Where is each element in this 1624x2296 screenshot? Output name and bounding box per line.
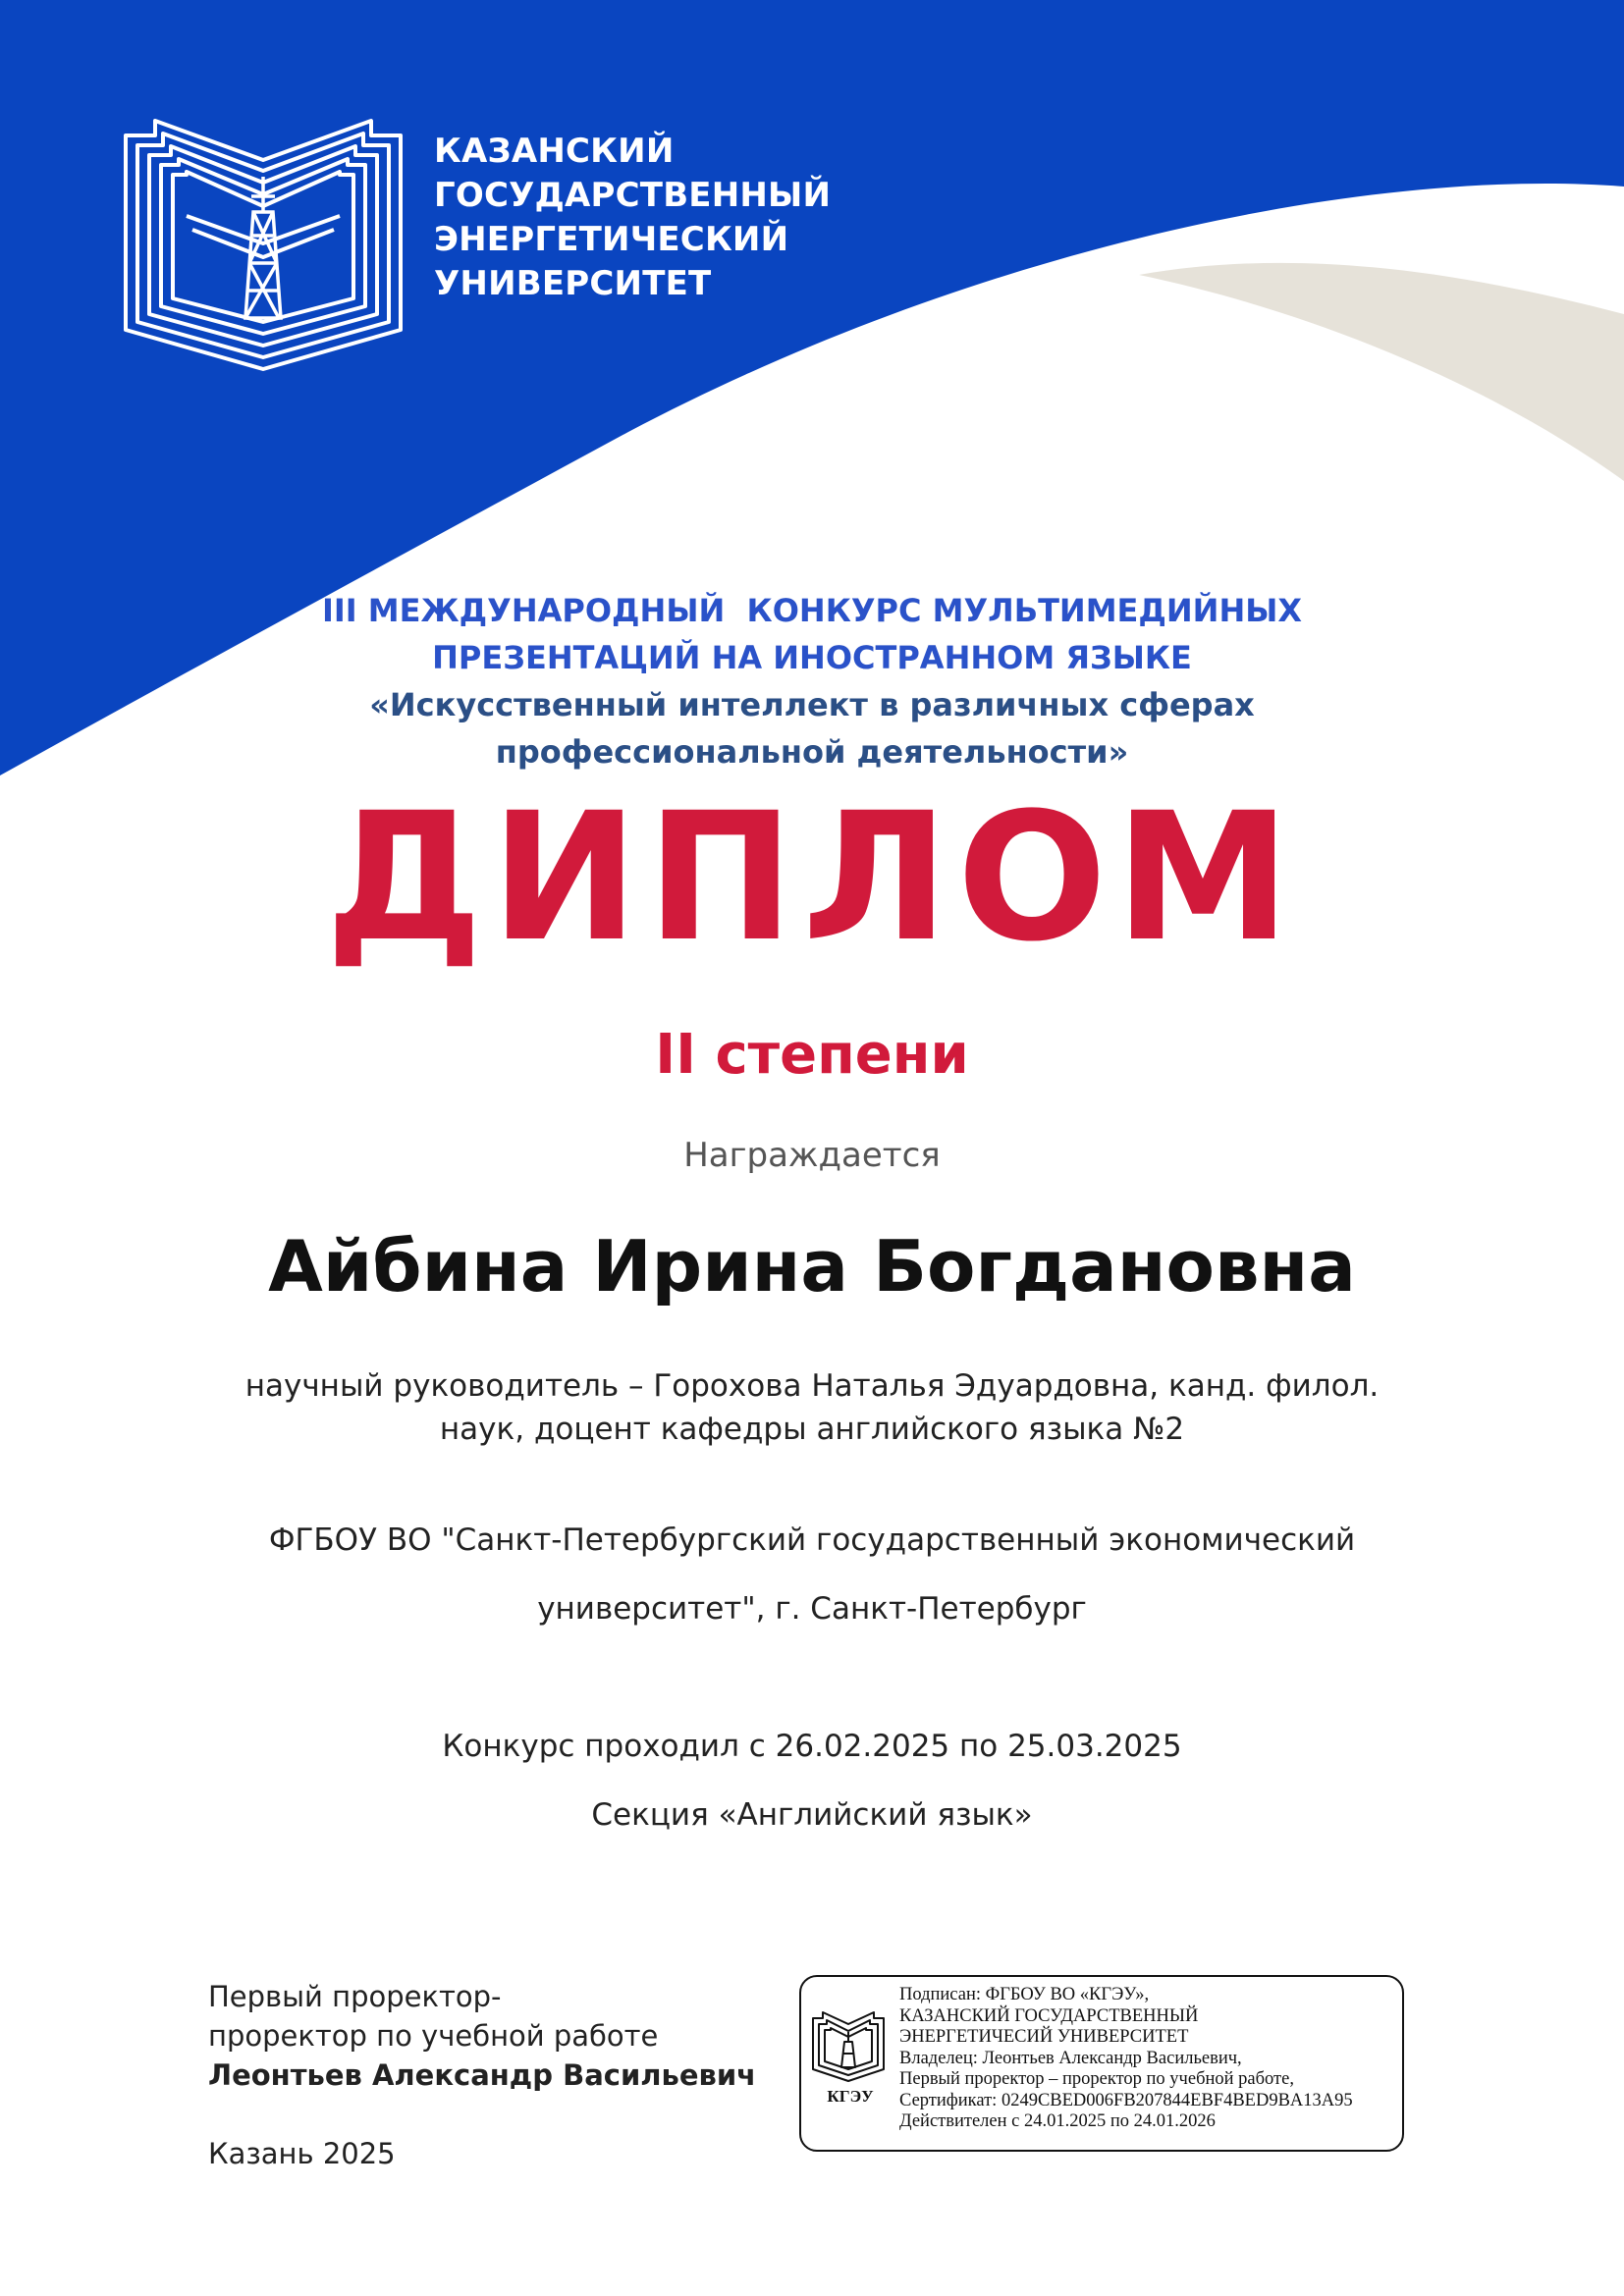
university-name-line: ГОСУДАРСТВЕННЫЙ — [434, 176, 832, 215]
contest-theme-line-2: профессиональной деятельности» — [495, 733, 1129, 771]
stamp-text-block — [899, 1985, 1353, 2133]
diploma-degree: II степени — [655, 1023, 969, 1087]
contest-theme-line-1: «Искусственный интеллект в различных сферах — [369, 686, 1255, 723]
stamp-text-line: Владелец: Леонтьев Александр Васильевич, — [899, 2048, 1242, 2068]
beige-swoosh — [1139, 263, 1624, 481]
place-year: Казань 2025 — [208, 2137, 396, 2170]
signatory-position-line-2: проректор по учебной работе — [208, 2019, 659, 2053]
signatory-position-line-1: Первый проректор- — [208, 1980, 502, 2013]
stamp-text-line: Подписан: ФГБОУ ВО «КГЭУ», — [899, 1985, 1150, 2004]
stamp-text-line: КАЗАНСКИЙ ГОСУДАРСТВЕННЫЙ — [899, 2005, 1199, 2026]
book-tower-emblem-icon — [116, 106, 410, 373]
awarded-label: Награждается — [683, 1136, 941, 1175]
organization-line-1: ФГБОУ ВО "Санкт-Петербургский государственный экономический — [268, 1522, 1356, 1558]
stamp-text-line: Первый проректор – проректор по учебной работе, — [899, 2069, 1294, 2089]
diploma-title: ДИПЛОМ — [325, 775, 1299, 981]
stamp-emblem-icon — [809, 2006, 888, 2085]
university-name — [434, 130, 831, 306]
university-name-line: КАЗАНСКИЙ — [434, 132, 675, 171]
contest-dates: Конкурс проходил с 26.02.2025 по 25.03.2025 — [442, 1729, 1182, 1764]
stamp-text-line: Действителен с 24.01.2025 по 24.01.2026 — [899, 2111, 1216, 2131]
supervisor-line-1: научный руководитель – Горохова Наталья Эдуардовна, канд. филол. — [244, 1368, 1380, 1404]
recipient-name: Айбина Ирина Богдановна — [268, 1225, 1356, 1308]
organization-line-2: университет", г. Санкт-Петербург — [537, 1591, 1087, 1627]
signatory-name: Леонтьев Александр Васильевич — [208, 2058, 757, 2092]
stamp-text-line: Сертификат: 0249CBED006FB207844EBF4BED9BA13A95 — [899, 2090, 1353, 2110]
supervisor-line-2: наук, доцент кафедры английского языка №2 — [439, 1412, 1185, 1447]
digital-signature-stamp — [799, 1975, 1404, 2152]
contest-title-line-1: III МЕЖДУНАРОДНЫЙ КОНКУРС МУЛЬТИМЕДИЙНЫХ — [321, 592, 1303, 629]
stamp-abbreviation: КГЭУ — [827, 2087, 874, 2106]
contest-section: Секция «Английский язык» — [591, 1797, 1033, 1833]
university-name-line: УНИВЕРСИТЕТ — [434, 264, 712, 303]
contest-title-line-2: ПРЕЗЕНТАЦИЙ НА ИНОСТРАННОМ ЯЗЫКЕ — [432, 639, 1192, 676]
stamp-text-line: ЭНЕРГЕТИЧЕСИЙ УНИВЕРСИТЕТ — [899, 2027, 1189, 2047]
university-name-line: ЭНЕРГЕТИЧЕСКИЙ — [434, 220, 789, 259]
